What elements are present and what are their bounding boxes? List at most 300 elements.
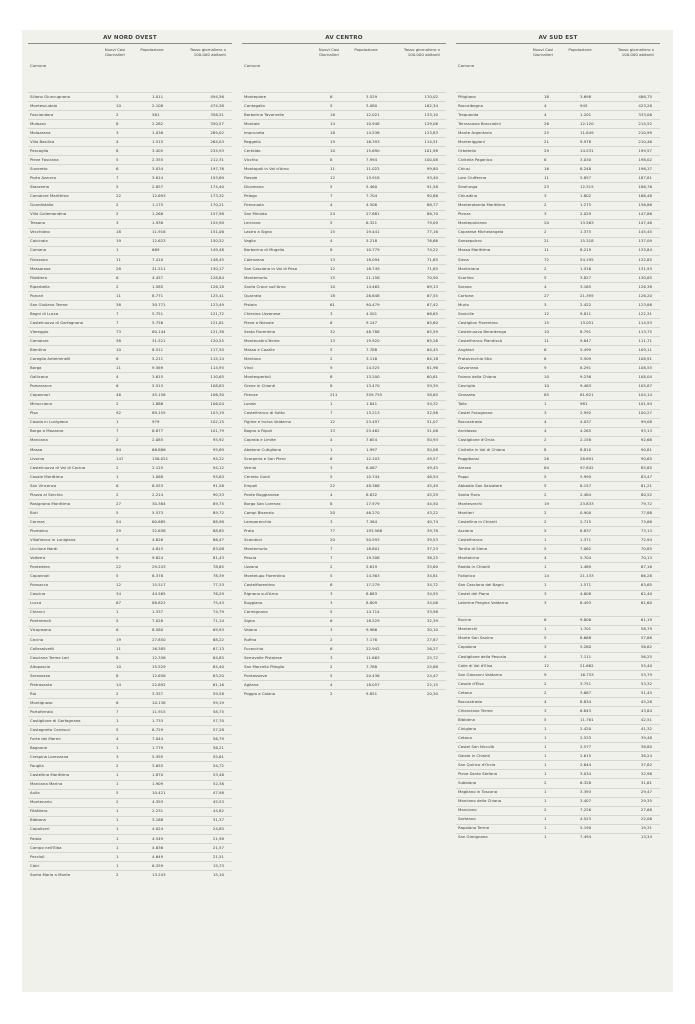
tasso-cell: 114,95	[210, 365, 224, 371]
popolazione-cell: 2.085	[152, 437, 164, 443]
popolazione-cell: 2.214	[152, 491, 164, 497]
tasso-cell: 197,76	[210, 166, 224, 172]
tasso-cell: 76,29	[212, 591, 224, 597]
table-row	[28, 734, 232, 743]
comune-cell: Chiusdino	[458, 193, 478, 199]
comune-cell: Pontedera	[30, 564, 50, 570]
table-row	[28, 354, 232, 363]
popolazione-cell: 4.649	[152, 853, 164, 859]
comune-cell: Montevarchi	[458, 500, 483, 506]
nuovi-casi-cell: 29	[544, 147, 549, 153]
popolazione-cell: 19.920	[366, 337, 380, 343]
table-row	[28, 273, 232, 282]
nuovi-casi-cell: 27	[116, 500, 121, 506]
tasso-cell: 234,93	[210, 147, 224, 153]
tasso-cell: 40,74	[426, 518, 438, 524]
table-row	[28, 146, 232, 155]
nuovi-casi-cell: 2	[116, 763, 119, 769]
comune-cell: Montemurlo	[244, 546, 268, 552]
nuovi-casi-cell: 2	[544, 680, 547, 686]
popolazione-cell: 5.513	[152, 383, 164, 389]
comune-cell: Firenzuola	[244, 202, 264, 208]
popolazione-cell: 3.827	[580, 274, 592, 280]
nuovi-casi-cell: 7	[330, 555, 333, 561]
popolazione-cell: 9.966	[366, 627, 378, 633]
table-row	[242, 608, 446, 617]
table-row	[456, 806, 660, 815]
comune-cell: Chianni	[30, 609, 45, 615]
nuovi-casi-cell: 2	[330, 636, 333, 642]
tasso-cell: 106,30	[210, 392, 224, 398]
popolazione-cell: 11.916	[152, 229, 166, 235]
tasso-cell: 43,22	[426, 509, 438, 515]
tasso-cell: 65,26	[426, 337, 438, 343]
tasso-cell: 15,73	[212, 862, 224, 868]
comune-cell: Scarlino	[458, 274, 474, 280]
table-row	[242, 553, 446, 562]
popolazione-cell: 7.028	[152, 618, 164, 624]
table-row	[456, 192, 660, 201]
popolazione-cell: 19.441	[366, 229, 380, 235]
nuovi-casi-cell: 5	[330, 609, 333, 615]
tasso-cell: 54,72	[212, 763, 224, 769]
comune-cell: Forte dei Marmi	[30, 736, 61, 742]
comune-cell: Montespertoli	[244, 374, 271, 380]
nuovi-casi-cell: 2	[116, 283, 119, 289]
table-row	[28, 291, 232, 300]
comune-cell: Figline e Incisa Valdarno	[244, 419, 291, 425]
nuovi-casi-cell: 8	[330, 157, 333, 163]
tasso-cell: 70,13	[640, 555, 652, 561]
comune-cell: Pelago	[244, 193, 257, 199]
tasso-cell: 101,94	[638, 401, 652, 407]
table-row	[28, 128, 232, 137]
popolazione-cell: 4.457	[152, 274, 164, 280]
popolazione-cell: 27.681	[366, 211, 380, 217]
tasso-cell: 145,45	[638, 229, 652, 235]
popolazione-cell: 6.321	[366, 220, 378, 226]
table-row	[456, 824, 660, 833]
popolazione-cell: 9.806	[580, 617, 592, 623]
comune-cell: Riparbella	[30, 283, 50, 289]
tasso-cell: 94,22	[212, 455, 224, 461]
comune-cell: Portoferraio	[30, 708, 53, 714]
table-row	[456, 427, 660, 436]
comune-cell: Vicchio	[244, 157, 258, 163]
tasso-cell: 100,27	[638, 410, 652, 416]
popolazione-cell: 17.279	[366, 582, 380, 588]
popolazione-cell: 3.188	[152, 817, 164, 823]
popolazione-cell: 3.357	[152, 690, 164, 696]
table-row	[28, 137, 232, 146]
nuovi-casi-cell: 4	[330, 238, 333, 244]
table-header	[28, 46, 232, 92]
table-row	[242, 590, 446, 599]
table-row	[456, 625, 660, 634]
comune-cell: Vaiano	[244, 627, 258, 633]
comune-cell: Montignoso	[30, 699, 53, 705]
nuovi-casi-cell: 8	[116, 654, 119, 660]
table-row	[242, 264, 446, 273]
popolazione-cell: 9.851	[366, 690, 378, 696]
popolazione-cell: 1.779	[152, 745, 164, 751]
table-row	[242, 671, 446, 680]
tasso-cell: 21,51	[212, 853, 224, 859]
popolazione-cell: 3.030	[580, 157, 592, 163]
tasso-cell: 71,85	[426, 256, 438, 262]
table-row	[28, 192, 232, 201]
table-row	[456, 119, 660, 128]
comune-cell: Marciana Marina	[30, 781, 63, 787]
nuovi-casi-cell: 92	[116, 410, 121, 416]
comune-cell: Laterina Pergine Valdarno	[458, 600, 509, 606]
tasso-cell: 356,51	[210, 111, 224, 117]
tasso-cell: 67,13	[212, 645, 224, 651]
nuovi-casi-cell: 8	[116, 120, 119, 126]
popolazione-cell: 1.997	[366, 446, 378, 452]
popolazione-cell: 12.336	[152, 654, 166, 660]
popolazione-cell: 89.155	[152, 410, 166, 416]
nuovi-casi-cell: 14	[330, 120, 335, 126]
nuovi-casi-cell: 8	[330, 500, 333, 506]
nuovi-casi-cell: 84	[544, 464, 549, 470]
popolazione-cell: 20.436	[366, 672, 380, 678]
popolazione-cell: 5.990	[580, 473, 592, 479]
table-row	[28, 436, 232, 445]
tasso-cell: 15,10	[212, 871, 224, 877]
nuovi-casi-cell: 1	[116, 835, 119, 841]
nuovi-casi-cell: 6	[116, 166, 119, 172]
table-row	[28, 644, 232, 653]
comune-cell: Cinigiano	[458, 725, 477, 731]
table-row	[28, 427, 232, 436]
nuovi-casi-cell: 10	[116, 663, 121, 669]
tasso-cell: 49,45	[426, 464, 438, 470]
nuovi-casi-cell: 10	[116, 102, 121, 108]
table-row	[242, 599, 446, 608]
table-row	[456, 697, 660, 706]
tasso-cell: 125,41	[210, 292, 224, 298]
tasso-cell: 108,04	[638, 374, 652, 380]
comune-cell: Bagni di Lucca	[30, 310, 59, 316]
tasso-cell: 121,38	[210, 328, 224, 334]
popolazione-cell: 1.266	[152, 211, 164, 217]
table-row	[456, 237, 660, 246]
popolazione-cell: 1.870	[152, 772, 164, 778]
popolazione-cell: 7.364	[366, 518, 378, 524]
nuovi-casi-cell: 9	[544, 671, 547, 677]
comune-cell: Bientina	[30, 347, 47, 352]
tasso-cell: 81,21	[640, 482, 652, 488]
comune-cell: Porcari	[30, 292, 44, 298]
tasso-cell: 39,48	[640, 734, 652, 740]
table-row	[28, 228, 232, 237]
table-row	[242, 92, 446, 101]
table-row	[456, 535, 660, 544]
comune-cell: Fucecchio	[244, 645, 264, 651]
popolazione-cell: 359.755	[366, 392, 383, 398]
table-row	[28, 300, 232, 309]
nuovi-casi-cell: 2	[544, 202, 547, 208]
table-row	[456, 391, 660, 400]
popolazione-cell: 3.751	[580, 680, 592, 686]
tasso-cell: 25,68	[426, 663, 438, 669]
tasso-cell: 66,28	[640, 573, 652, 579]
nuovi-casi-cell: 48	[116, 392, 121, 398]
popolazione-cell: 13.213	[366, 410, 380, 416]
table-row	[242, 146, 446, 155]
tasso-cell: 89,75	[212, 500, 224, 506]
popolazione-cell: 8.291	[580, 365, 592, 371]
tasso-cell: 90,33	[212, 491, 224, 497]
nuovi-casi-cell: 13	[330, 256, 335, 262]
comune-cell: Altopascio	[30, 663, 51, 669]
comune-cell: Empoli	[244, 482, 258, 488]
tasso-cell: 51,45	[640, 689, 652, 695]
table-header	[456, 46, 660, 92]
tasso-cell: 149,48	[210, 247, 224, 253]
comune-cell: Buti	[30, 509, 38, 515]
tasso-cell: 126,38	[638, 283, 652, 289]
table-row	[456, 291, 660, 300]
table-row	[456, 652, 660, 661]
column-av-sud-est	[456, 33, 660, 842]
comune-cell: Casole d'Elsa	[458, 680, 484, 686]
comune-cell: Asciano	[458, 527, 474, 533]
comune-cell: Sarteano	[458, 816, 476, 822]
tasso-cell: 110,65	[210, 374, 224, 380]
nuovi-casi-cell: 6	[116, 274, 119, 280]
tasso-cell: 151,06	[210, 229, 224, 235]
tasso-cell: 33,98	[426, 609, 438, 615]
table-row	[456, 363, 660, 372]
table-row	[242, 562, 446, 571]
nuovi-casi-cell: 6	[330, 618, 333, 624]
comune-cell: Castiglione della Pescaia	[458, 653, 507, 659]
comune-cell: Casale Marittimo	[30, 473, 63, 479]
popolazione-cell: 18.094	[366, 256, 380, 262]
nuovi-casi-cell: 9	[544, 365, 547, 371]
popolazione-cell: 90.479	[366, 301, 380, 307]
tasso-cell: 37,82	[640, 762, 652, 768]
nuovi-casi-cell: 2	[330, 690, 333, 696]
tasso-cell: 212,31	[210, 157, 224, 163]
popolazione-cell: 81.621	[580, 392, 594, 398]
table-row	[242, 201, 446, 210]
tasso-cell: 154,90	[210, 220, 224, 226]
nuovi-casi-cell: 2	[116, 111, 119, 117]
nuovi-casi-cell: 1	[116, 817, 119, 823]
comune-cell: San Miniato	[244, 211, 267, 217]
comune-cell: Cantagallo	[244, 102, 265, 108]
popolazione-cell: 8.248	[580, 166, 592, 172]
popolazione-cell: 32.638	[152, 527, 166, 533]
table-row	[28, 671, 232, 680]
comune-cell: Crespina Lorenzana	[30, 754, 69, 760]
tasso-cell: 111,71	[638, 337, 652, 343]
comune-cell: Poppi	[458, 473, 469, 479]
table-row	[456, 661, 660, 670]
popolazione-cell: 7.176	[366, 636, 378, 642]
comune-cell: Fitattiera	[30, 808, 48, 814]
comune-cell: Montalcino	[458, 555, 480, 561]
popolazione-cell: 13.563	[580, 220, 594, 226]
popolazione-cell: 31.521	[152, 337, 166, 343]
nuovi-casi-cell: 3	[544, 301, 547, 307]
tasso-cell: 186,76	[638, 184, 652, 190]
table-row	[456, 345, 660, 354]
popolazione-cell: 2.992	[580, 410, 592, 416]
table-row	[28, 526, 232, 535]
nuovi-casi-cell: 2	[544, 518, 547, 524]
table-row	[242, 400, 446, 409]
comune-cell: Carrara	[30, 518, 45, 524]
nuovi-casi-cell: 2	[544, 780, 547, 786]
table-row	[28, 246, 232, 255]
comune-cell: Agliana	[244, 681, 259, 687]
comune-cell: Massarosa	[30, 265, 51, 271]
nuovi-casi-cell: 15	[330, 229, 335, 235]
tasso-cell: 123,86	[638, 301, 652, 307]
nuovi-casi-cell: 38	[116, 301, 121, 307]
popolazione-cell: 22.942	[366, 645, 380, 651]
tasso-cell: 264,03	[210, 138, 224, 144]
nuovi-casi-cell: 3	[330, 464, 333, 470]
nuovi-casi-cell: 3	[544, 211, 547, 217]
comune-cell: Coreglia Antelminelli	[30, 356, 71, 362]
table-row	[28, 698, 232, 707]
comune-cell: Camaiore Marittima	[30, 193, 69, 199]
nuovi-casi-cell: 3	[116, 754, 119, 760]
comune-cell: Pescaglia	[30, 147, 49, 153]
nuovi-casi-cell: 5	[116, 157, 119, 163]
comune-cell: Peccioli	[30, 853, 45, 859]
popolazione-cell: 1.068	[152, 473, 164, 479]
table-row	[242, 363, 446, 372]
tasso-cell: 114,51	[424, 138, 438, 144]
nuovi-casi-cell: 12	[116, 582, 121, 588]
tasso-cell: 71,14	[212, 618, 224, 624]
tasso-cell: 60,61	[426, 374, 438, 380]
table-row	[456, 418, 660, 427]
table-row	[456, 688, 660, 697]
popolazione-cell: 8.683	[366, 591, 378, 597]
tasso-cell: 210,46	[638, 138, 652, 144]
tasso-cell: 44,82	[212, 808, 224, 814]
comune-cell: San Quirico d'Orcia	[458, 762, 496, 768]
popolazione-cell: 11.663	[366, 654, 380, 660]
tasso-cell: 83,08	[212, 546, 224, 552]
popolazione-cell: 3.698	[580, 93, 592, 99]
nuovi-casi-cell: 5	[116, 184, 119, 190]
tasso-cell: 156,86	[638, 202, 652, 208]
table-row	[456, 92, 660, 101]
nuovi-casi-cell: 4	[330, 491, 333, 497]
tasso-cell: 126,20	[638, 292, 652, 298]
table-row	[456, 210, 660, 219]
table-row	[456, 562, 660, 571]
header-tasso: Tasso giornaliero x 100.000 abitanti	[403, 47, 440, 57]
nuovi-casi-cell: 14	[116, 681, 121, 687]
comune-cell: Gavorrano	[458, 365, 479, 371]
popolazione-cell: 5.756	[152, 319, 164, 325]
table-row	[28, 472, 232, 481]
table-row	[456, 201, 660, 210]
popolazione-cell: 23.497	[366, 419, 380, 425]
tasso-cell: 130,65	[638, 274, 652, 280]
nuovi-casi-cell: 38	[116, 337, 121, 343]
tasso-cell: 37,23	[426, 546, 438, 552]
nuovi-casi-cell: 5	[116, 573, 119, 579]
popolazione-cell: 12.103	[366, 455, 380, 461]
nuovi-casi-cell: 18	[330, 292, 335, 298]
table-row	[28, 653, 232, 662]
table-row	[456, 264, 660, 273]
tasso-cell: 20,30	[426, 690, 438, 696]
comune-cell: Castiglione di Garfagnana	[30, 717, 81, 723]
popolazione-cell: 11.761	[580, 716, 594, 722]
comune-cell: Castelnuovo Berardenga	[458, 328, 507, 334]
tasso-cell: 131,93	[638, 265, 652, 271]
popolazione-cell: 28.691	[580, 455, 594, 461]
popolazione-cell: 2.715	[580, 518, 592, 524]
tasso-cell: 64,85	[212, 654, 224, 660]
comune-cell: Colle di Val d'Elsa	[458, 662, 493, 668]
table-row	[28, 119, 232, 128]
popolazione-cell: 7.494	[580, 834, 592, 840]
tasso-cell: 133,84	[638, 247, 652, 253]
table-row	[242, 418, 446, 427]
table-row	[28, 345, 232, 354]
table-row	[242, 463, 446, 472]
tasso-cell: 34,81	[426, 573, 438, 579]
nuovi-casi-cell: 6	[116, 383, 119, 389]
table-row	[456, 282, 660, 291]
popolazione-cell: 1.701	[580, 626, 592, 632]
table-row	[28, 743, 232, 752]
popolazione-cell: 10.779	[366, 247, 380, 253]
table-row	[28, 255, 232, 264]
tasso-cell: 333,06	[638, 111, 652, 117]
comune-cell: Scarperia e San Piero	[244, 455, 286, 461]
tasso-cell: 27,87	[426, 636, 438, 642]
table-row	[242, 137, 446, 146]
table-row	[242, 246, 446, 255]
popolazione-cell: 981	[580, 401, 588, 407]
nuovi-casi-cell: 4	[544, 653, 547, 659]
popolazione-cell: 9.847	[580, 337, 592, 343]
popolazione-cell: 1.375	[580, 229, 592, 235]
tasso-cell: 105,67	[638, 383, 652, 389]
nuovi-casi-cell: 10	[544, 383, 549, 389]
popolazione-cell: 16.393	[366, 138, 380, 144]
tasso-cell: 147,46	[638, 220, 652, 226]
tasso-cell: 13,34	[640, 834, 652, 840]
tasso-cell: 104,14	[638, 392, 652, 398]
popolazione-cell: 156.021	[152, 455, 169, 461]
nuovi-casi-cell: 6	[544, 617, 547, 623]
nuovi-casi-cell: 5	[330, 347, 333, 352]
nuovi-casi-cell: 4	[544, 419, 547, 425]
comune-cell: Montieri	[458, 509, 474, 515]
popolazione-cell: 2.533	[580, 734, 592, 740]
tasso-cell: 93,40	[426, 175, 438, 181]
popolazione-cell: 97.842	[580, 464, 594, 470]
popolazione-cell: 8.791	[580, 328, 592, 334]
comune-cell: Monteriggioni	[458, 138, 485, 144]
comune-cell: Rignano sull'Arno	[244, 591, 278, 597]
popolazione-cell: 25.462	[366, 428, 380, 434]
